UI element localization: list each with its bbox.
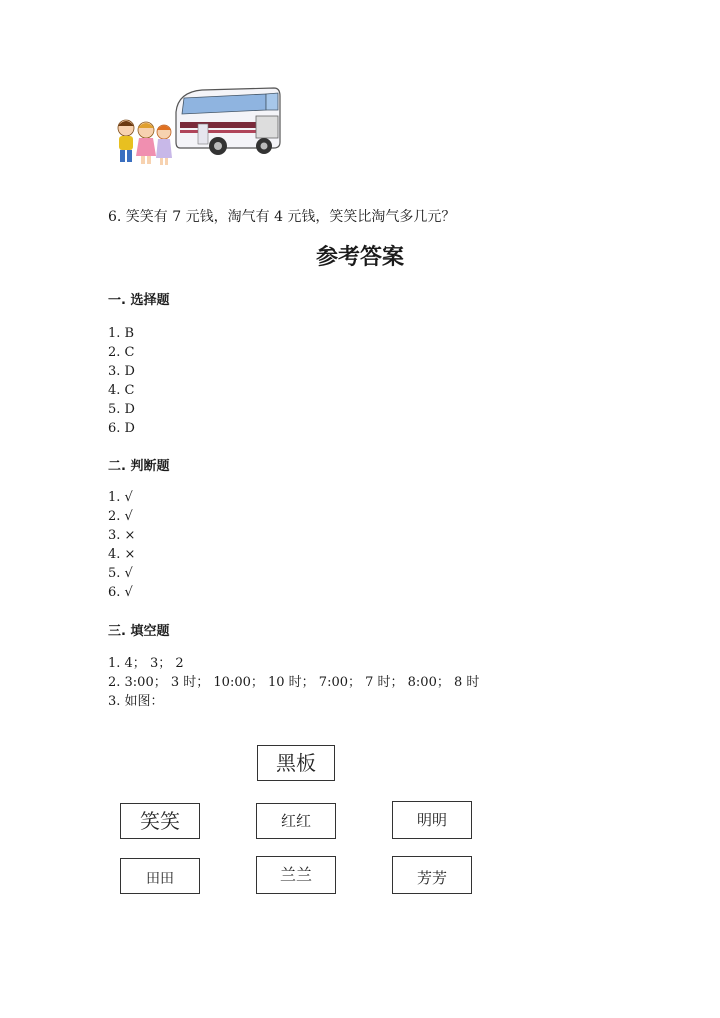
seat-box [120, 858, 200, 894]
seat-name: 红红 [280, 812, 311, 830]
seat-box [392, 856, 472, 894]
answer-item: 6. D [108, 421, 135, 436]
answer-list-choice [108, 324, 135, 438]
child-icon [156, 125, 172, 165]
bus-icon [176, 88, 280, 155]
section-heading-choice: 一. 选择题 [108, 293, 170, 308]
answer-item: 1. √ [108, 490, 133, 505]
answer-item: 2. C [108, 345, 135, 360]
seat-box [392, 801, 472, 839]
seat-name: 明明 [416, 811, 447, 829]
answer-item: 3. 如图： [108, 694, 164, 709]
answer-item: 2. √ [108, 509, 133, 524]
seat-name: 兰兰 [279, 865, 312, 884]
answer-item: 3. × [108, 528, 136, 543]
seat-name: 笑笑 [140, 809, 180, 833]
seat-box [120, 803, 200, 839]
seat-box [256, 803, 336, 839]
answer-item: 4. × [108, 547, 136, 562]
seat-name: 田田 [146, 871, 174, 887]
answer-item: 3. D [108, 364, 135, 379]
answer-list-judge [108, 488, 135, 602]
seat-box [256, 856, 336, 894]
answer-item: 4. C [108, 383, 135, 398]
child-icon [136, 122, 156, 164]
section-heading-judge: 二. 判断题 [108, 459, 170, 474]
answer-item: 5. √ [108, 566, 133, 581]
blackboard-label: 黑板 [276, 751, 316, 775]
answer-item: 1. 4； 3； 2 [108, 656, 184, 671]
blackboard-box [257, 745, 335, 781]
answer-item: 5. D [108, 402, 135, 417]
answer-title: 参考答案 [315, 245, 404, 270]
children-bus-illustration [106, 80, 286, 172]
section-heading-fill: 三. 填空题 [108, 624, 170, 639]
seat-name: 芳芳 [416, 869, 447, 887]
question-6: 6. 笑笑有 7 元钱，淘气有 4 元钱，笑笑比淘气多几元？ [108, 209, 456, 225]
answer-item: 6. √ [108, 585, 133, 600]
answer-item: 1. B [108, 326, 135, 341]
child-icon [118, 120, 134, 162]
answer-item: 2. 3:00； 3 时； 10:00； 10 时； 7:00； 7 时； 8:00； 8 时 [108, 675, 480, 690]
answer-list-fill [108, 654, 479, 711]
